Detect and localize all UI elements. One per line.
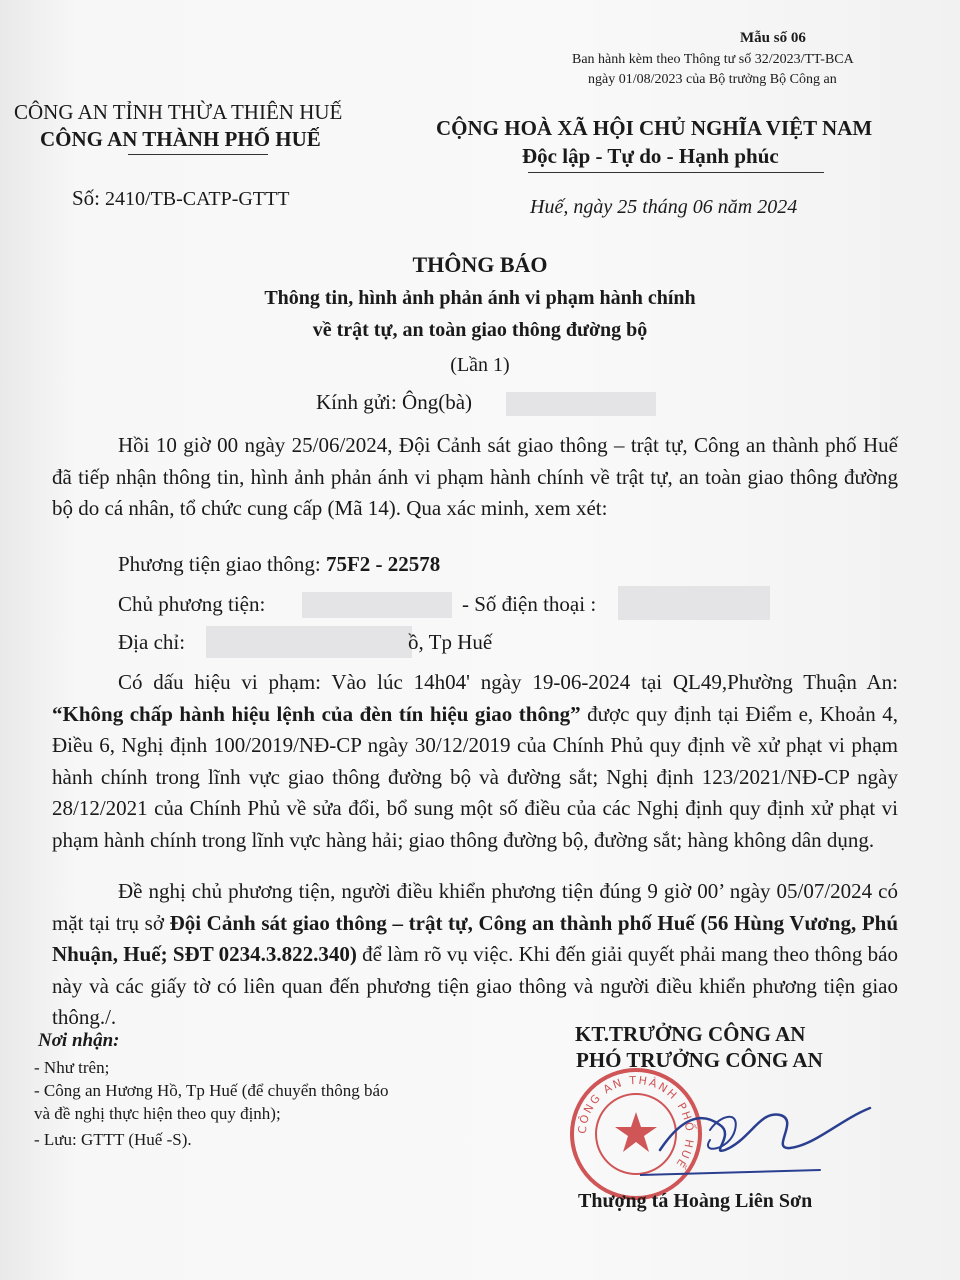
- request-office: Đội Cảnh sát giao thông – trật tự, Công an thành phố Huế (56 Hùng Vương, Phú Nhuận, Huế; SĐT 0234.3.822.340): [52, 910, 899, 966]
- paragraph-request: [52, 876, 898, 1034]
- request-rest: để làm rõ vụ việc. Khi đến giải quyết phải mang theo thông báo này và các giấy tờ có liên quan đến phương tiện giao thông và người điều khiển phương tiện giao thông./.: [52, 942, 898, 1029]
- nation-underline: [528, 172, 824, 173]
- phone-label: - Số điện thoại :: [462, 592, 597, 616]
- recipient-line: [316, 390, 472, 415]
- request-lead: Đề nghị chủ phương tiện, người điều khiển phương tiện đúng 9 giờ 00’ ngày 05/07/2024 có mặt tại trụ sở: [52, 879, 898, 935]
- redacted-owner-name: [302, 592, 452, 618]
- place-date: Huế, ngày 25 tháng 06 năm 2024: [530, 196, 798, 218]
- form-number: Mẫu số 06: [740, 30, 806, 46]
- paragraph-violation: [52, 667, 898, 856]
- redacted-phone: [618, 586, 770, 620]
- document-subtitle-1: Thông tin, hình ảnh phản ánh vi phạm hành chính: [264, 287, 696, 309]
- violation-legal-basis: được quy định tại Điểm e, Khoản 4, Điều 6, Nghị định 100/2019/NĐ-CP ngày 30/12/2019 của Chính Phủ quy định về xử phạt vi phạm hành chính trong lĩnh vực giao thông đường bộ và đường sắt; Nghị định 123/2021/NĐ-CP ngày 28/12/2021 của Chính Phủ về sửa đổi, bổ sung một số điều của các Nghị định quy định xử phạt vi phạm hành chính trong lĩnh vực hàng hải; giao thông đường bộ, đường sắt; hàng không dân dụng.: [52, 701, 898, 852]
- notice-count: (Lần 1): [450, 354, 510, 376]
- redacted-address: [206, 626, 412, 658]
- issued-note-line2: ngày 01/08/2023 của Bộ trưởng Bộ Công an: [588, 72, 837, 87]
- document-subtitle-2: về trật tự, an toàn giao thông đường bộ: [312, 319, 648, 341]
- address-label: Địa chỉ:: [118, 630, 186, 654]
- signer-title-1: KT.TRƯỞNG CÔNG AN: [575, 1022, 806, 1046]
- document-title: THÔNG BÁO: [412, 252, 548, 277]
- vehicle-plate: 75F2 - 22578: [325, 552, 441, 576]
- agency-name: CÔNG AN THÀNH PHỐ HUẾ: [40, 127, 321, 151]
- redacted-recipient-name: [506, 392, 656, 416]
- recipients-item-2a: - Công an Hương Hồ, Tp Huế (để chuyển thông báo: [34, 1081, 389, 1100]
- signer-title-2: PHÓ TRƯỞNG CÔNG AN: [576, 1048, 823, 1072]
- recipients-title: Nơi nhận:: [38, 1030, 120, 1051]
- vehicle-label: Phương tiện giao thông:: [118, 552, 321, 576]
- issued-note-line1: Ban hành kèm theo Thông tư số 32/2023/TT-BCA: [572, 52, 854, 67]
- agency-underline: [128, 154, 268, 155]
- address-tail: ồ, Tp Huế: [408, 630, 493, 654]
- agency-parent: CÔNG AN TỈNH THỪA THIÊN HUẾ: [14, 100, 343, 124]
- owner-label: Chủ phương tiện:: [118, 592, 266, 616]
- document-number: [72, 186, 289, 211]
- violation-description: “Không chấp hành hiệu lệnh của đèn tín hiệu giao thông”: [52, 701, 581, 726]
- recipients-item-1: - Như trên;: [34, 1058, 110, 1077]
- signer-name: Thượng tá Hoàng Liên Sơn: [578, 1190, 813, 1212]
- handwritten-signature: [640, 1080, 880, 1190]
- stamp-text: CÔNG AN THÀNH PHỐ HUẾ: [575, 1073, 697, 1172]
- paragraph-intro: Hồi 10 giờ 00 ngày 25/06/2024, Đội Cảnh sát giao thông – trật tự, Công an thành phố Huế đã tiếp nhận thông tin, hình ảnh phản ánh vi phạm hành chính về trật tự, an toàn giao thông đường bộ do cá nhân, tổ chức cung cấp (Mã 14). Qua xác minh, xem xét:: [52, 433, 898, 520]
- vehicle-line: [118, 552, 440, 577]
- recipients-item-3: - Lưu: GTTT (Huế -S).: [34, 1130, 192, 1149]
- violation-lead: Có dấu hiệu vi phạm: Vào lúc 14h04' ngày 19-06-2024 tại QL49,Phường Thuận An:: [118, 670, 898, 694]
- nation-motto: Độc lập - Tự do - Hạnh phúc: [522, 144, 779, 168]
- nation-name: CỘNG HOÀ XÃ HỘI CHỦ NGHĨA VIỆT NAM: [436, 116, 873, 140]
- recipient-label: Kính gửi: Ông(bà): [316, 390, 473, 414]
- recipients-item-2b: và đề nghị thực hiện theo quy định);: [34, 1104, 281, 1123]
- document-number-value: 2410/TB-CATP-GTTT: [105, 188, 290, 210]
- document-number-label: Số:: [72, 186, 101, 210]
